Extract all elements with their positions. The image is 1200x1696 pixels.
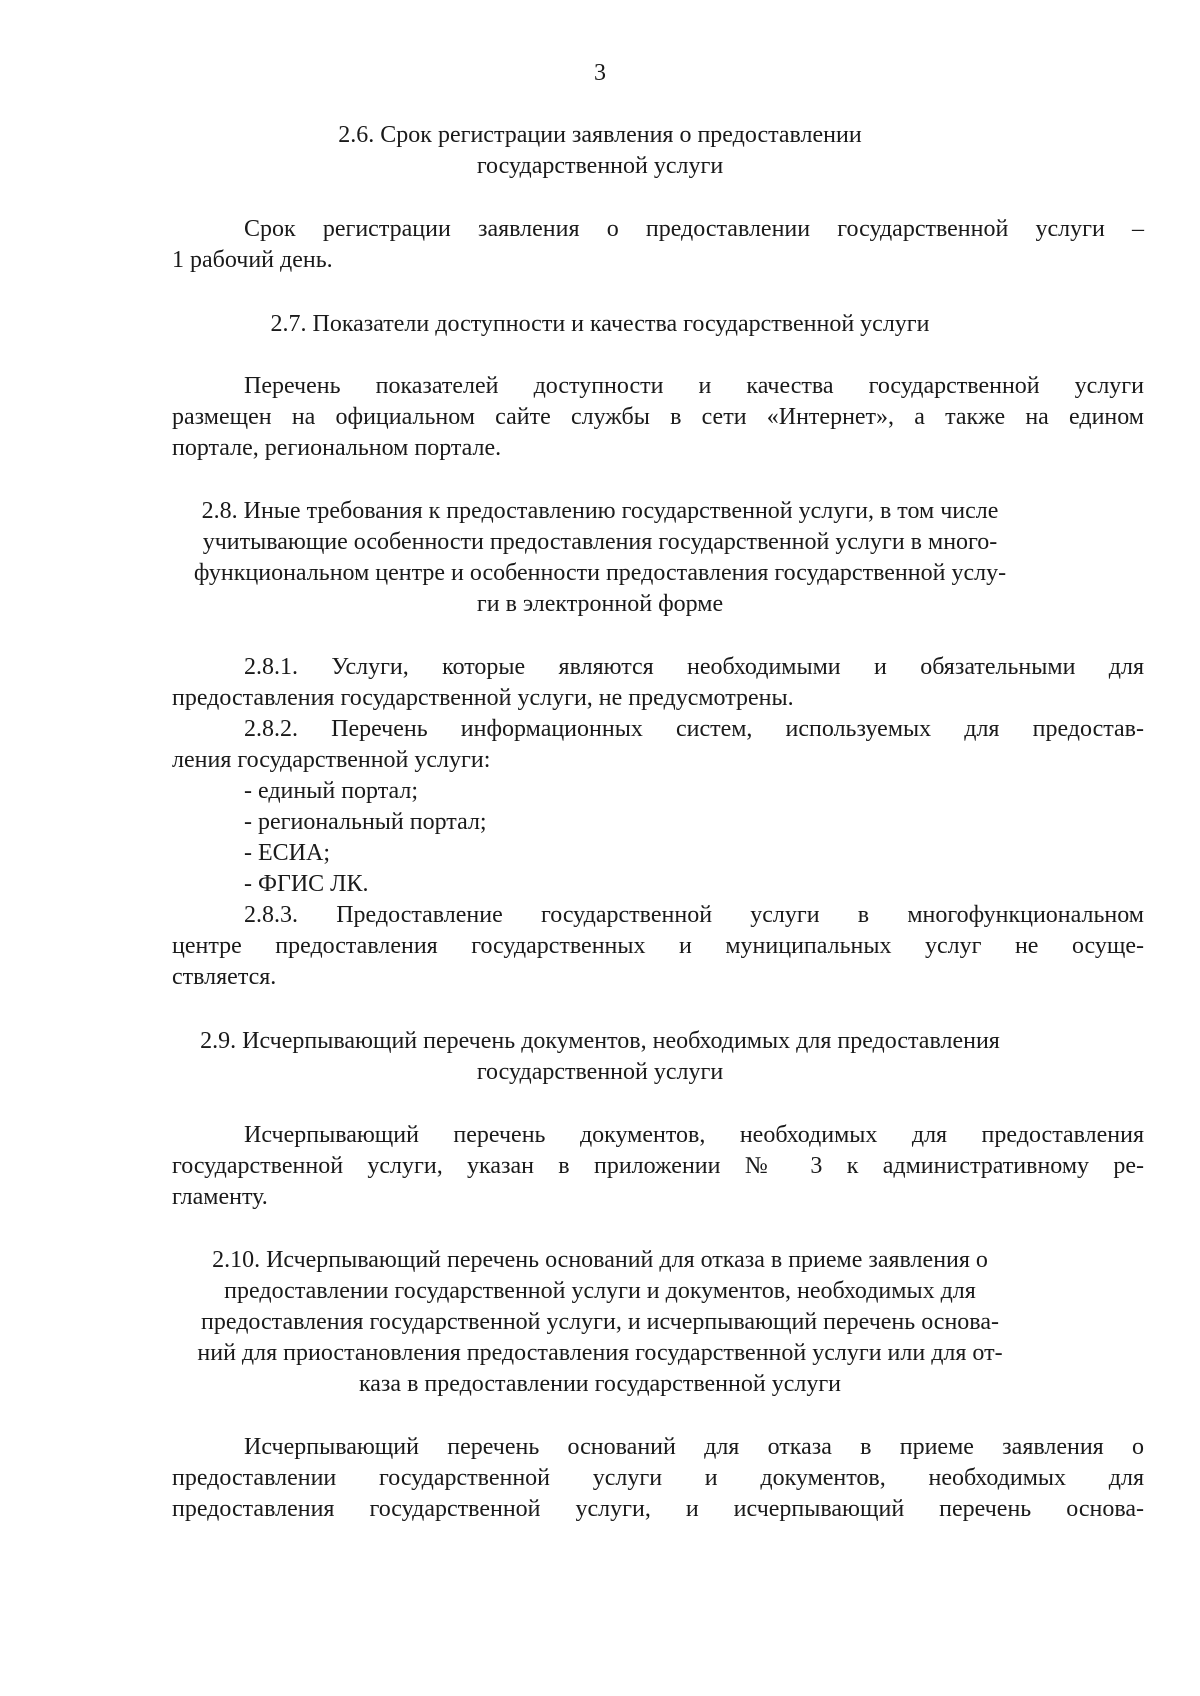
section-heading-2-10-line-4: ний для приостановления предоставления государственной услуги или для от- xyxy=(197,1340,1003,1366)
paragraph-2-6-line-2: 1 рабочий день. xyxy=(172,247,333,273)
section-heading-2-8-line-1: 2.8. Иные требования к предоставлению государственной услуги, в том числе xyxy=(201,498,999,524)
section-heading-2-8-line-4: ги в электронной форме xyxy=(476,591,724,617)
section-heading-2-6-line-1: 2.6. Срок регистрации заявления о предоставлении xyxy=(338,122,862,148)
section-heading-2-10-line-1: 2.10. Исчерпывающий перечень оснований для отказа в приеме заявления о xyxy=(212,1247,988,1273)
list-item-esia: - ЕСИА; xyxy=(244,840,330,866)
paragraph-2-6-line-1: Срок регистрации заявления о предоставлении государственной услуги – xyxy=(244,216,1144,242)
paragraph-2-8-3-line-3: ствляется. xyxy=(172,964,277,990)
paragraph-2-7-line-2: размещен на официальном сайте службы в сети «Интернет», а также на едином xyxy=(172,404,1144,430)
paragraph-2-8-1-line-2: предоставления государственной услуги, не предусмотрены. xyxy=(172,685,794,711)
paragraph-2-10-line-3: предоставления государственной услуги, и исчерпывающий перечень основа- xyxy=(172,1496,1144,1522)
paragraph-2-9-line-2: государственной услуги, указан в приложении № 3 к административному ре- xyxy=(172,1153,1144,1179)
paragraph-2-7-line-3: портале, региональном портале. xyxy=(172,435,502,461)
section-heading-2-10-line-5: каза в предоставлении государственной услуги xyxy=(358,1371,842,1397)
section-heading-2-8-line-2: учитывающие особенности предоставления государственной услуги в много- xyxy=(202,529,998,555)
section-heading-2-6-line-2: государственной услуги xyxy=(476,153,724,179)
paragraph-2-9-line-1: Исчерпывающий перечень документов, необходимых для предоставления xyxy=(244,1122,1144,1148)
paragraph-2-10-line-1: Исчерпывающий перечень оснований для отказа в приеме заявления о xyxy=(244,1434,1144,1460)
section-heading-2-10-line-2: предоставлении государственной услуги и документов, необходимых для xyxy=(224,1278,976,1304)
section-heading-2-9-line-1: 2.9. Исчерпывающий перечень документов, необходимых для предоставления xyxy=(200,1028,1000,1054)
section-heading-2-7-line-1: 2.7. Показатели доступности и качества государственной услуги xyxy=(270,311,930,337)
section-heading-2-8-line-3: функциональном центре и особенности предоставления государственной услу- xyxy=(193,560,1007,586)
paragraph-2-8-3-line-1: 2.8.3. Предоставление государственной услуги в многофункциональном xyxy=(244,902,1144,928)
paragraph-2-9-line-3: гламенту. xyxy=(172,1184,268,1210)
page-number: 3 xyxy=(594,60,606,86)
list-item-regional-portal: - региональный портал; xyxy=(244,809,487,835)
paragraph-2-8-2-line-2: ления государственной услуги: xyxy=(172,747,491,773)
list-item-fgis-lk: - ФГИС ЛК. xyxy=(244,871,369,897)
paragraph-2-8-2-line-1: 2.8.2. Перечень информационных систем, используемых для предостав- xyxy=(244,716,1144,742)
paragraph-2-8-1-line-1: 2.8.1. Услуги, которые являются необходимыми и обязательными для xyxy=(244,654,1144,680)
section-heading-2-9-line-2: государственной услуги xyxy=(476,1059,724,1085)
section-heading-2-10-line-3: предоставления государственной услуги, и исчерпывающий перечень основа- xyxy=(201,1309,999,1335)
paragraph-2-8-3-line-2: центре предоставления государственных и муниципальных услуг не осуще- xyxy=(172,933,1144,959)
paragraph-2-7-line-1: Перечень показателей доступности и качества государственной услуги xyxy=(244,373,1144,399)
paragraph-2-10-line-2: предоставлении государственной услуги и документов, необходимых для xyxy=(172,1465,1144,1491)
list-item-unified-portal: - единый портал; xyxy=(244,778,419,804)
